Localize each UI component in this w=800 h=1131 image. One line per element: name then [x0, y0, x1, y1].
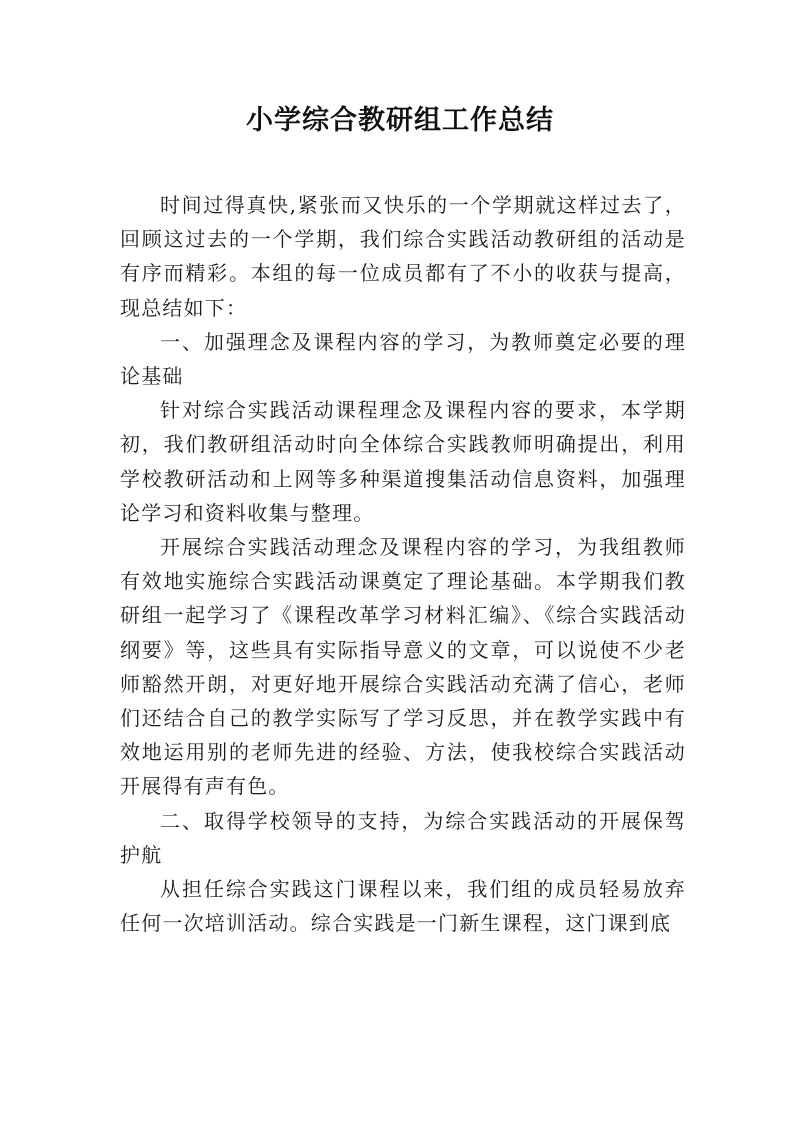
section-heading-1: 一、加强理念及课程内容的学习，为教师奠定必要的理论基础 [120, 329, 686, 389]
section-heading-2: 二、取得学校领导的支持，为综合实践活动的开展保驾护航 [120, 808, 686, 867]
document-body [120, 188, 686, 940]
paragraph-section2-a: 从担任综合实践这门课程以来，我们组的成员轻易放弃任何一次培训活动。综合实践是一门新生课程，这门课到底 [120, 877, 686, 936]
document-title: 小学综合教研组工作总结 [246, 105, 554, 136]
paragraph-intro: 时间过得真快,紧张而又快乐的一个学期就这样过去了，回顾这过去的一个学期，我们综合实践活动教研组的活动是有序而精彩。本组的每一位成员都有了不小的收获与提高，现总结如下： [120, 193, 686, 320]
paragraph-section1-a: 针对综合实践活动课程理念及课程内容的要求，本学期初，我们教研组活动时向全体综合实践教师明确提出，利用学校教研活动和上网等多种渠道搜集活动信息资料，加强理论学习和资料收集与整理。 [120, 398, 686, 525]
paragraph-section1-b: 开展综合实践活动理念及课程内容的学习，为我组教师有效地实施综合实践活动课奠定了理论基础。本学期我们教研组一起学习了《课程改革学习材料汇编》、《综合实践活动纲要》等，这些具有实际指导意义的文章，可以说使不少老师豁然开朗，对更好地开展综合实践活动充满了信心，老师们还结合自己的教学实际写了学习反思，并在教学实践中有效地运用别的老师先进的经验、方法，使我校综合实践活动开展得有声有色。 [120, 535, 686, 799]
